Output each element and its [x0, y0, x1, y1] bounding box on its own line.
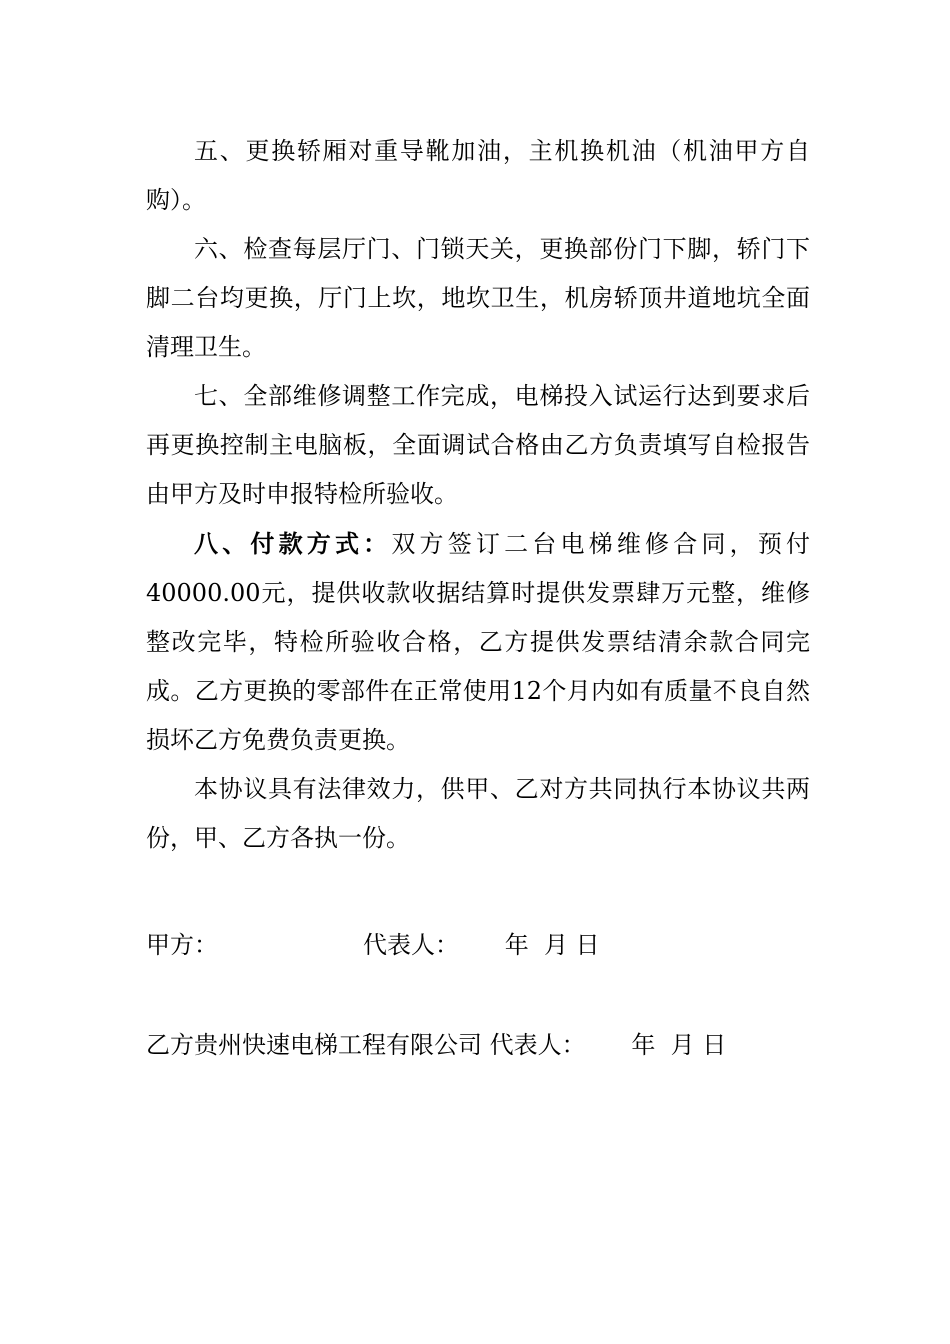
paragraph-item-6: [146, 225, 810, 372]
paragraph-text: 六、检查每层厅门、门锁天关，更换部份门下脚，轿门下脚二台均更换，厅门上坎，地坎卫生，机房轿顶井道地坑全面清理卫生。: [146, 235, 810, 361]
paragraph-item-7: [146, 372, 810, 519]
payment-terms-heading: 八、付款方式：: [194, 529, 392, 558]
paragraph-text: 五、更换轿厢对重导靴加油，主机换机油（机油甲方自购）。: [146, 137, 810, 214]
paragraph-payment-terms: [146, 519, 810, 765]
party-a-signature-line: 甲方： 代表人： 年 月 日: [146, 931, 600, 959]
paragraph-item-5: [146, 127, 810, 225]
paragraph-text: 本协议具有法律效力，供甲、乙对方共同执行本协议共两份，甲、乙方各执一份。: [146, 775, 810, 852]
paragraph-text: 双方签订二台电梯维修合同，预付40000.00元，提供收款收据结算时提供发票肆万元整，维修整改完毕，特检所验收合格，乙方提供发票结清余款合同完成。乙方更换的零部件在正常使用12个月内如有质量不良自然损坏乙方免费负责更换。: [146, 530, 811, 754]
party-b-signature-line: 乙方贵州快速电梯工程有限公司 代表人： 年 月 日: [146, 1031, 727, 1059]
paragraph-legal-effect: [146, 765, 810, 863]
document-body: [146, 127, 810, 863]
paragraph-text: 七、全部维修调整工作完成，电梯投入试运行达到要求后再更换控制主电脑板，全面调试合格由乙方负责填写自检报告由甲方及时申报特检所验收。: [146, 382, 810, 508]
